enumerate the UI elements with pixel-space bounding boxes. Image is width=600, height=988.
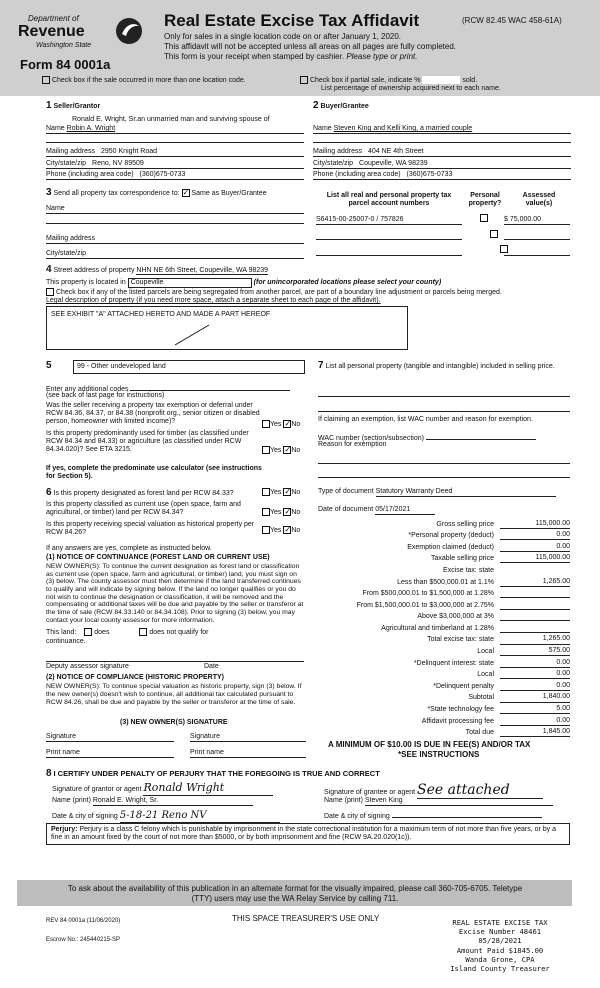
legal-description-value: SEE EXHIBIT "A" ATTACHED HERETO AND MADE A PART HEREOF [51, 311, 271, 318]
tax-row [318, 726, 570, 738]
grantee-signature-label-text: Signature of grantee or agent [324, 789, 416, 796]
tax-row-label: *Personal property (deduct) [408, 532, 494, 540]
tax-row-value[interactable]: 1,840.00 [500, 693, 570, 702]
perjury-text: Perjury is a class C felony which is punishable by imprisonment in the state correctional institution for a maximum term of not more than five years, or by a fine in an amount fixed by the court of not more than $5000, or by both imprisonment and fine (RCW 9A.20.020(1c)). [51, 826, 557, 842]
multi-location-checkbox[interactable] [42, 76, 50, 84]
q-current-use-yes-label: Yes [270, 508, 282, 516]
q-current-use-text: Is this property classified as current use (open space, farm and agricultural, or timber) land per RCW 84.34? [46, 501, 241, 517]
tax-row-value[interactable]: 0.00 [500, 717, 570, 726]
parcel-table-header-3: Assessed value(s) [522, 192, 556, 208]
deputy-date-label: Date [204, 663, 219, 670]
corr-blank-1 [46, 222, 304, 224]
q-current-use-no-label: No [291, 508, 301, 516]
partial-sale-percent-field[interactable] [422, 76, 460, 84]
grantee-date-field[interactable] [392, 810, 542, 818]
street-label: Street address of property [53, 267, 135, 274]
grantor-date-value[interactable]: 5-18-21 Reno NV [120, 810, 280, 823]
parcel-number-1: S6415-00-25007-0 / 757826 [316, 216, 404, 223]
q-timber-no-checkbox[interactable] [283, 446, 291, 454]
section-8-number: 8 [46, 768, 52, 779]
section-3-number: 3 [46, 187, 52, 198]
new-owner-print-2-label: Print name [190, 749, 224, 756]
q-current-use-no-checkbox[interactable] [283, 508, 291, 516]
grantor-signature-value[interactable]: Ronald Wright [143, 782, 273, 796]
stamp-line: Excise Number 48461 [458, 927, 542, 937]
notice2-title: (2) NOTICE OF COMPLIANCE (HISTORIC PROPERTY) [46, 674, 224, 681]
wac-label: WAC number (section/subsection) [318, 435, 424, 442]
section-5-number: 5 [46, 360, 52, 371]
certify-text: I CERTIFY UNDER PENALTY OF PERJURY THAT THE FOREGOING IS TRUE AND CORRECT [53, 769, 380, 778]
assessed-value-1-text: $ 75,000.00 [504, 216, 541, 223]
grantee-signature-value[interactable]: See attached [417, 782, 543, 799]
tax-row-label: Taxable selling price [430, 555, 494, 563]
seller-city-field[interactable] [46, 160, 304, 169]
legal-description-label: Legal description of property (if you need more space, attach a separate sheet to each page of the affidavit). [46, 297, 381, 304]
new-owner-print-1[interactable] [46, 749, 174, 758]
grantor-print-label: Name (print) [52, 797, 91, 804]
tax-row-label: *Delinquent interest: state [413, 659, 494, 667]
tax-row-label: *Delinquent penalty [433, 682, 494, 690]
tax-row [318, 633, 570, 645]
q-timber-note: If yes, complete the predominate use calculator (see instructions for Section 5). [46, 465, 262, 481]
escrow-number: Escrow No.: 245440215-SP [46, 937, 121, 943]
buyer-name-field[interactable] [313, 125, 571, 134]
q-historic-no-label: No [291, 526, 301, 534]
seller-mailing-field[interactable] [46, 148, 304, 157]
land-does-not-label: does not qualify for [149, 628, 209, 636]
new-owner-signature-1[interactable] [46, 733, 174, 742]
notice1-title: (1) NOTICE OF CONTINUANCE (FOREST LAND OR CURRENT USE) [46, 554, 270, 561]
additional-codes-label: Enter any additional codes [46, 386, 129, 393]
doc-date-label: Date of document [318, 506, 374, 513]
q-historic-no-checkbox[interactable] [283, 526, 291, 534]
seller-phone-field[interactable] [46, 171, 304, 180]
wa-swoosh-logo-icon [114, 16, 144, 46]
logo-line2: Revenue [18, 23, 85, 40]
q-timber-no-label: No [291, 446, 301, 454]
buyer-city-label: City/state/zip [313, 160, 354, 167]
section-8-heading [46, 768, 380, 780]
q-exemption-no-checkbox[interactable] [283, 420, 291, 428]
tax-row-value[interactable]: 0.00 [500, 682, 570, 691]
segregate-label: Check box if any of the listed parcels are being segregated from another parcel, are part of a boundary line adjustment or parcels being merged. [55, 288, 502, 296]
seller-mailing-value: 2950 Knight Road [100, 148, 158, 155]
q-exemption-yes-label: Yes [270, 420, 282, 428]
tax-row-label: Less than $500,000.01 at 1.1% [397, 578, 494, 586]
perjury-bold: Perjury: [51, 826, 78, 833]
seller-blank-line [46, 141, 304, 143]
q-timber-text: Is this property predominantly used for timber (as classified under RCW 84.34 and 84.33) or agriculture (as classified under RCW 84.34.020)? See ETA 3215. [46, 430, 249, 454]
section-7-text: List all personal property (tangible and intangible) included in selling price. [325, 363, 555, 370]
parcel-table-header-2: Personal property? [468, 192, 502, 208]
tax-row-label: Agricultural and timberland at 1.28% [381, 624, 494, 632]
tax-row [318, 540, 570, 552]
percent-list-note: List percentage of ownership acquired next to each name. [321, 85, 501, 92]
seller-heading-label: Seller/Grantor [53, 103, 101, 110]
buyer-blank-line [313, 141, 571, 143]
tax-row [318, 598, 570, 610]
tax-row-value[interactable]: 115,000.00 [500, 554, 570, 563]
seller-name-line1: Ronald E. Wright, Sr.an unmarried man and surviving spouse of [72, 116, 270, 123]
deputy-signature-line[interactable] [46, 660, 304, 662]
grantor-print-row [52, 797, 253, 806]
seller-phone-value: (360)675-0733 [139, 171, 186, 178]
rev-number: REV 84 0001a (11/06/2020) [46, 918, 121, 924]
tax-row-value[interactable]: 1,845.00 [500, 728, 570, 737]
doc-date-row [318, 506, 435, 515]
parcel-table-header-1: List all real and personal property tax parcel account numbers [326, 192, 452, 208]
q-exemption-yes-checkbox[interactable] [262, 420, 270, 428]
form-title: Real Estate Excise Tax Affidavit [164, 11, 420, 30]
street-value[interactable]: NHN NE 6th Street, Coupeville, WA 98239 [136, 267, 269, 274]
buyer-phone-label: Phone (including area code) [313, 171, 401, 178]
tax-row [318, 679, 570, 691]
land-does-not-checkbox[interactable] [139, 628, 147, 636]
header-note-1: Only for sales in a single location code on or after January 1, 2020. [164, 32, 402, 41]
section-3-text: Send all property tax correspondence to: [53, 190, 180, 197]
additional-codes-field[interactable] [130, 383, 290, 391]
q-historic-text: Is this property receiving special valuation as historical property per RCW 84.26? [46, 521, 255, 537]
q-historic-yes-checkbox[interactable] [262, 526, 270, 534]
tax-row-value[interactable]: 575.00 [500, 647, 570, 656]
parcel-row-1[interactable] [316, 216, 462, 225]
tax-row [318, 529, 570, 541]
header-note-2: This affidavit will not be accepted unless all areas on all pages are fully completed. [164, 42, 457, 51]
located-row [46, 278, 441, 288]
corr-city-label: City/state/zip [46, 250, 87, 257]
buyer-mailing-field[interactable] [313, 148, 571, 157]
located-note: (for unincorporated locations please select your county) [253, 279, 442, 286]
tax-row-value[interactable] [500, 601, 570, 610]
reason-line-1[interactable] [318, 462, 570, 464]
stamp-line: Amount Paid $1845.00 [456, 945, 544, 955]
tax-row [318, 714, 570, 726]
tax-row-value[interactable] [500, 567, 570, 575]
section-4-number: 4 [46, 264, 52, 275]
logo-line3: Washington State [36, 42, 92, 49]
availability-line-2: (TTY) users may use the WA Relay Service by calling 711. [191, 894, 399, 903]
tax-row-value[interactable] [500, 589, 570, 598]
buyer-city-value: Coupeville, WA 98239 [359, 160, 428, 167]
notice2-body: NEW OWNER(S): To continue special valuation as historic property, sign (3) below. If the new owner(s) doesn't wish to continue, all additional tax calculated pursuant to RCW 84.26, shall be due and payable by the seller or transferor at the time of sale. [46, 683, 302, 706]
reason-line-2[interactable] [318, 476, 570, 478]
seller-city-label: City/state/zip [46, 160, 87, 167]
section-4-street [46, 264, 268, 276]
buyer-name-value: Steven King and Kelli King, a married couple [333, 125, 473, 132]
tax-row-label: Local [477, 671, 494, 679]
grantor-signature-row [52, 782, 273, 796]
assessed-value-2[interactable] [504, 238, 570, 240]
stamp-line: Wanda Grone, CPA [465, 954, 535, 964]
grantor-date-label: Date & city of signing [52, 813, 118, 820]
personal-property-line-2[interactable] [318, 410, 570, 412]
section-6-number: 6 [46, 487, 52, 498]
notice3-title: (3) NEW OWNER(S) SIGNATURE [120, 719, 228, 726]
availability-line-1: To ask about the availability of this publication in an alternate format for the visually impaired, please call 360-705-6705. Teletype [67, 884, 523, 893]
grantee-print-label: Name (print) [324, 797, 363, 804]
doc-date-value[interactable]: 05/17/2021 [375, 506, 435, 515]
grantee-date-row [324, 810, 542, 821]
personal-property-checkbox-2[interactable] [490, 230, 498, 238]
grantee-date-label: Date & city of signing [324, 813, 390, 820]
seller-city-value: Reno, NV 89509 [92, 160, 144, 167]
multi-location-checkbox-row[interactable] [42, 76, 246, 85]
seller-name-field[interactable] [46, 125, 304, 134]
form-number: Form 84 0001a [20, 57, 111, 72]
tax-row-label: Above $3,000,000 at 3% [417, 613, 494, 621]
personal-property-line-1[interactable] [318, 395, 570, 397]
logo-line1: Department of [28, 14, 79, 23]
personal-property-checkbox-1[interactable] [480, 214, 488, 222]
q-forest-no-label: No [291, 488, 301, 496]
sold-label: sold. [462, 76, 478, 84]
tax-row-label: Affidavit processing fee [421, 717, 494, 725]
buyer-city-field[interactable] [313, 160, 571, 169]
tax-row-value[interactable]: 115,000.00 [500, 520, 570, 529]
tax-row-label: *State technology fee [427, 706, 494, 714]
tax-row-value[interactable]: 1,265.00 [500, 578, 570, 587]
land-does-checkbox[interactable] [84, 628, 92, 636]
tax-row-label: From $500,000.01 to $1,500,000 at 1.28% [362, 590, 494, 598]
tax-row [318, 668, 570, 680]
stamp-line: REAL ESTATE EXCISE TAX [452, 918, 548, 927]
parcel-row-3[interactable] [316, 254, 462, 256]
personal-property-checkbox-3[interactable] [500, 245, 508, 253]
tax-row-value[interactable]: 1,265.00 [500, 635, 570, 644]
minimum-fee-line1: A MINIMUM OF $10.00 IS DUE IN FEE(S) AND/OR TAX [328, 740, 531, 749]
tax-row-value[interactable]: 0.00 [500, 543, 570, 552]
buyer-name-label: Name [313, 125, 332, 132]
perjury-box [46, 823, 570, 845]
tax-row [318, 703, 570, 715]
section-7-number: 7 [318, 360, 324, 371]
buyer-mailing-value: 404 NE 4th Street [367, 148, 424, 155]
partial-sale-row [300, 76, 477, 85]
corr-name-field[interactable] [46, 205, 304, 214]
tax-row-label: Exemption claimed (deduct) [407, 543, 494, 551]
section-2-number: 2 [313, 100, 319, 111]
tax-row [318, 517, 570, 529]
corr-mailing-label: Mailing address [46, 235, 96, 242]
tax-row [318, 552, 570, 564]
new-owner-signature-2-label: Signature [190, 733, 220, 740]
tax-row-value[interactable]: 0.00 [500, 670, 570, 679]
land-does-label: does [94, 628, 110, 636]
new-owner-signature-1-label: Signature [46, 733, 76, 740]
this-land-label: This land: [46, 628, 77, 636]
tax-row [318, 621, 570, 633]
parcel-row-2[interactable] [316, 238, 462, 240]
q-exemption-answer [262, 420, 300, 429]
continuance-label: continuance. [46, 638, 86, 645]
treasurer-only-label: THIS SPACE TREASURER'S USE ONLY [232, 914, 380, 923]
use-code-box[interactable]: 99 - Other undeveloped land [73, 360, 305, 374]
buyer-phone-value: (360)675-0733 [406, 171, 453, 178]
seller-phone-label: Phone (including area code) [46, 171, 134, 178]
tax-row-label: From $1,500,000.01 to $3,000,000 at 2.75% [356, 601, 494, 609]
grantor-date-row [52, 810, 280, 823]
corr-city-field[interactable] [46, 250, 304, 259]
partial-sale-label: Check box if partial sale, indicate % [309, 76, 421, 84]
q-timber-yes-label: Yes [270, 446, 282, 454]
new-owner-print-1-label: Print name [46, 749, 80, 756]
grantee-print-value[interactable]: Steven King [365, 797, 553, 806]
segregate-checkbox[interactable] [46, 288, 54, 296]
q-forest-yes-label: Yes [270, 488, 282, 496]
segregate-row [46, 288, 502, 297]
if-yes-note: If any answers are yes, complete as instructed below. [46, 545, 212, 552]
header-note-3 [164, 52, 417, 61]
grantor-signature-label: Signature of grantor or agent [52, 786, 142, 793]
form-citation: (RCW 82.45 WAC 458-61A) [462, 16, 562, 25]
this-land-row [46, 628, 209, 637]
pen-scribble-mark [173, 321, 213, 347]
reason-label: Reason for exemption [318, 441, 387, 448]
assessed-value-3[interactable] [504, 254, 570, 256]
seller-heading [46, 100, 100, 112]
tax-row-value[interactable]: 0.00 [500, 659, 570, 668]
stamp-line: Island County Treasurer [450, 964, 550, 974]
assessed-value-1[interactable] [504, 216, 570, 225]
seller-name-value: Robin A. Wright [66, 125, 116, 132]
wac-field[interactable] [426, 432, 536, 440]
q-historic-yes-label: Yes [270, 526, 282, 534]
minimum-fee-line2: *SEE INSTRUCTIONS [398, 750, 480, 759]
exemption-label: If claiming an exemption, list WAC number and reason for exemption. [318, 416, 533, 423]
q-current-use-yes-checkbox[interactable] [262, 508, 270, 516]
q-exemption-no-label: No [291, 420, 301, 428]
deputy-signature-label: Deputy assessor signature [46, 663, 129, 670]
tax-row [318, 610, 570, 622]
tax-row-label: Local [477, 648, 494, 656]
buyer-mailing-label: Mailing address [313, 148, 363, 155]
header-note-3-italic: Please type or print. [346, 52, 418, 61]
q-historic-answer [262, 526, 300, 535]
buyer-heading-label: Buyer/Grantee [320, 103, 369, 110]
corr-name-label: Name [46, 205, 65, 212]
corr-mailing-field[interactable] [46, 235, 304, 244]
partial-sale-checkbox[interactable] [300, 76, 308, 84]
grantor-print-value[interactable]: Ronald E. Wright, Sr. [93, 797, 253, 806]
new-owner-signature-2[interactable] [190, 733, 306, 742]
located-select[interactable]: Coupeville [128, 278, 252, 288]
grantee-print-row [324, 797, 553, 806]
seller-mailing-label: Mailing address [46, 148, 96, 155]
section-3-heading [46, 187, 267, 199]
tax-table [318, 517, 570, 737]
tax-row-value[interactable]: 5.00 [500, 705, 570, 714]
q-forest-no-checkbox[interactable] [283, 488, 291, 496]
buyer-heading [313, 100, 369, 112]
tax-row [318, 645, 570, 657]
tax-row [318, 563, 570, 575]
q-forest-yes-checkbox[interactable] [262, 488, 270, 496]
q-timber-yes-checkbox[interactable] [262, 446, 270, 454]
stamp-line: 05/28/2021 [478, 936, 522, 946]
tax-row [318, 656, 570, 668]
q-exemption-text: Was the seller receiving a property tax exemption or deferral under RCW 84.36, 84.37, or 84.38 (nonprofit org., senior citizen or disabled person, homeowner with limited income)? [46, 402, 260, 426]
q-forest-answer [262, 488, 300, 497]
section-1-number: 1 [46, 100, 52, 111]
tax-row-label: Excise tax: state [443, 566, 494, 574]
dor-logo [18, 14, 158, 58]
q-forest-text: Is this property designated as forest land per RCW 84.33? [53, 490, 234, 497]
doc-type-value[interactable]: Statutory Warranty Deed [376, 488, 556, 497]
tax-row [318, 575, 570, 587]
doc-type-label: Type of document [318, 488, 374, 495]
tax-row-value[interactable] [500, 612, 570, 621]
tax-row-label: Total due [465, 729, 494, 737]
tax-row [318, 587, 570, 599]
tax-row [318, 691, 570, 703]
section-7 [318, 360, 570, 372]
tax-row-value[interactable] [500, 624, 570, 633]
buyer-phone-field[interactable] [313, 171, 571, 180]
multi-location-label: Check box if the sale occurred in more than one location code. [51, 76, 246, 84]
same-as-buyer-label: Same as Buyer/Grantee [191, 190, 267, 197]
q-current-use-answer [262, 508, 300, 517]
tax-row-label: Subtotal [468, 694, 494, 702]
notice1-body: NEW OWNER(S): To continue the current designation as forest land or classification as current use (open space, farm and agricultural, or timber) land, you must sign on (3) below. The county assessor must then determine if the land transferred continues to qualify and will indicate by signing below. If the land no longer qualifies or you do not wish to continue the designation or classification, it will be removed and the compensating or additional taxes will be due and payable by the seller or transferor at the time of sale (RCW 84.33.140 or 84.34.108). Prior to signing (3) below, you may contact your local county assessor for more information. [46, 563, 304, 624]
header-note-3-text: This form is your receipt when stamped by cashier. [164, 52, 345, 61]
tax-row-label: Total excise tax: state [427, 636, 494, 644]
doc-type-row [318, 488, 556, 497]
same-as-buyer-checkbox[interactable] [182, 189, 190, 197]
seller-name-label: Name [46, 125, 65, 132]
tax-row-label: Gross selling price [436, 520, 494, 528]
legal-description-box[interactable] [46, 306, 408, 350]
treasurer-stamp [430, 918, 570, 973]
tax-row-value[interactable]: 0.00 [500, 531, 570, 540]
located-label: This property is located in [46, 279, 126, 286]
new-owner-print-2[interactable] [190, 749, 306, 758]
q-timber-answer [262, 446, 300, 455]
additional-codes-note: (see back of last page for instructions) [46, 392, 165, 399]
